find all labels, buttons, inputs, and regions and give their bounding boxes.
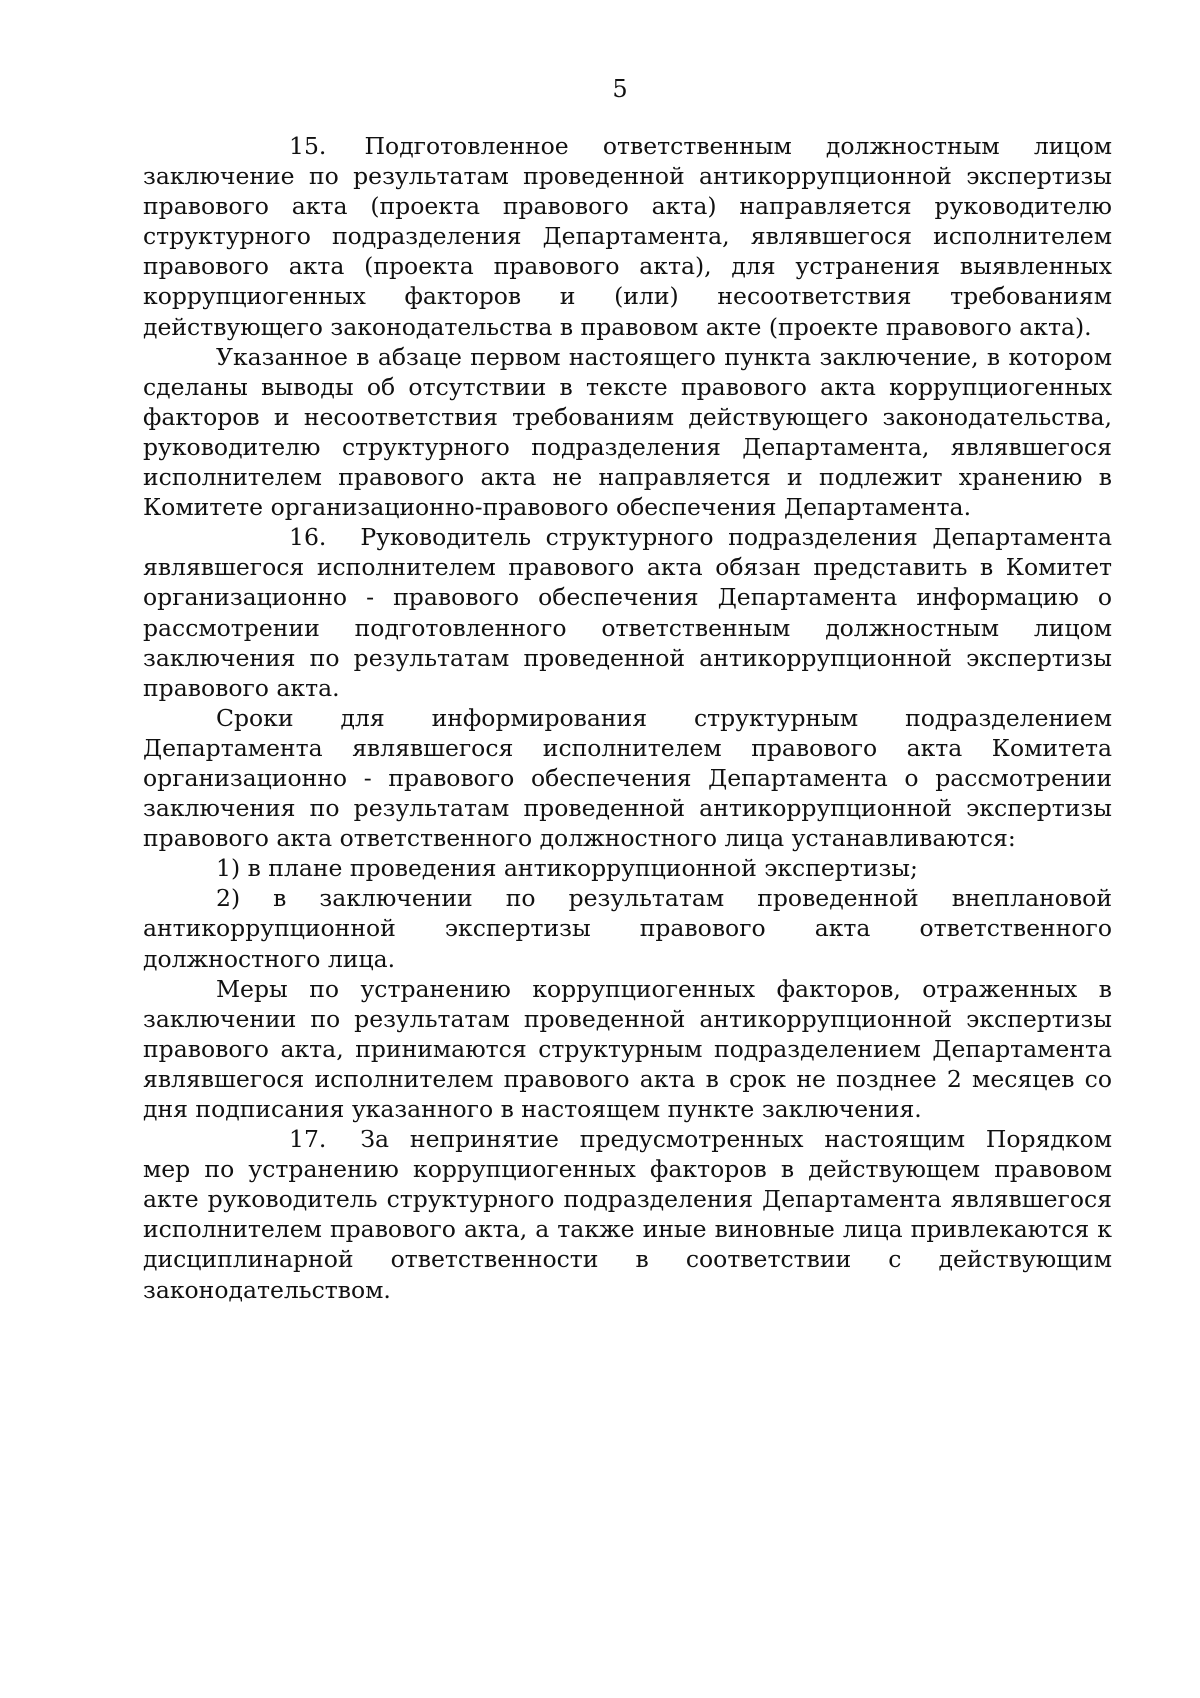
paragraph-16 bbox=[143, 522, 1112, 703]
paragraph-text: За непринятие предусмотренных настоящим Порядком мер по устранению коррупциогенных факторов в действующем правовом акте руководитель структурного подразделения Департамента являвшегося исполнителем правового акта, а также иные виновные лица привлекаются к дисциплинарной ответственности в соответствии с действующим законодательством. bbox=[143, 1125, 1112, 1304]
paragraph bbox=[143, 974, 1112, 1124]
paragraph bbox=[143, 342, 1112, 523]
paragraph-17 bbox=[143, 1124, 1112, 1305]
paragraph-text: Сроки для информирования структурным подразделением Департамента являвшегося исполнителем правового акта Комитета организационно - правового обеспечения Департамента о рассмотрении заключения по результатам проведенной антикоррупционной экспертизы правового акта ответственного должностного лица устанавливаются: bbox=[143, 703, 1112, 853]
paragraph-number: 15. bbox=[289, 132, 327, 160]
paragraph-number: 17. bbox=[289, 1125, 327, 1154]
list-item bbox=[143, 853, 1112, 883]
list-item bbox=[143, 883, 1112, 973]
paragraph-text: Руководитель структурного подразделения Департамента являвшегося исполнителем правового акта обязан представить в Комитет организационно - правового обеспечения Департамента информацию о рассмотрении подготовленного ответственным должностным лицом заключения по результатам проведенной антикоррупционной экспертизы правового акта. bbox=[143, 523, 1112, 702]
paragraph-text: 1) в плане проведения антикоррупционной экспертизы; bbox=[216, 854, 918, 883]
paragraph bbox=[143, 703, 1112, 853]
paragraph-15 bbox=[143, 131, 1112, 342]
paragraph-text: Меры по устранению коррупциогенных факторов, отраженных в заключении по результатам проведенной антикоррупционной экспертизы правового акта, принимаются структурным подразделением Департамента являвшегося исполнителем правового акта в срок не позднее 2 месяцев со дня подписания указанного в настоящем пункте заключения. bbox=[143, 974, 1112, 1123]
paragraph-text: Подготовленное ответственным должностным лицом заключение по результатам проведенной антикоррупционной экспертизы правового акта (проекта правового акта) направляется руководителю структурного подразделения Департамента, являвшегося исполнителем правового акта (проекта правового акта), для устранения выявленных коррупциогенных факторов и (или) несоответствия требованиям действующего законодательства в правовом акте (проекте правового акта). bbox=[143, 132, 1112, 341]
paragraph-number: 16. bbox=[289, 523, 327, 552]
page-number: 5 bbox=[612, 75, 628, 103]
paragraph-text: 2) в заключении по результатам проведенной внеплановой антикоррупционной экспертизы правового акта ответственного должностного лица. bbox=[143, 884, 1112, 973]
document-body bbox=[143, 131, 1112, 1305]
paragraph-text: Указанное в абзаце первом настоящего пункта заключение, в котором сделаны выводы об отсутствии в тексте правового акта коррупциогенных факторов и несоответствия требованиям действующего законодательства, руководителю структурного подразделения Департамента, являвшегося исполнителем правового акта не направляется и подлежит хранению в Комитете организационно-правового обеспечения Департамента. bbox=[143, 342, 1112, 522]
